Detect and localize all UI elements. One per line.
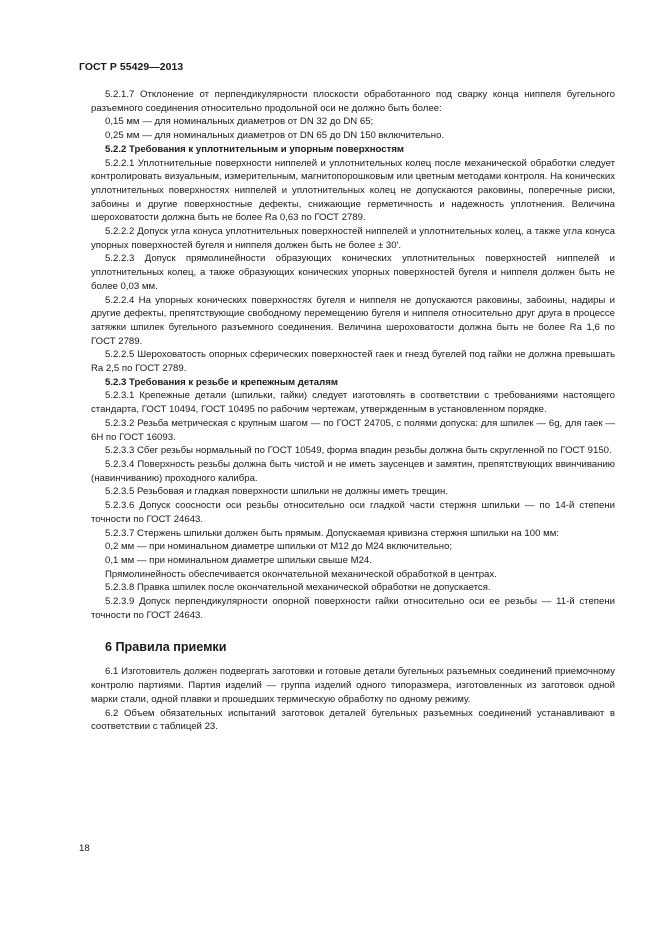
- paragraph-6-1: 6.1 Изготовитель должен подвергать заготовки и готовые детали бугельных разъемных соединений приемочному контролю партиями. Партия изделий — группа изделий одного типоразмера, изготовленных из заготовок одной марки стали, одной плавки и прошедших термическую обработку по одному режиму.: [91, 666, 615, 705]
- list-item-curvature-01: 0,1 мм — при номинальном диаметре шпильки свыше М24.: [105, 554, 372, 566]
- paragraph-5-2-2-3: 5.2.2.3 Допуск прямолинейности образующих конических уплотнительных поверхностей ниппелей и уплотнительных колец, а также образующих конических упорных поверхностей бугеля и ниппеля должен быть не более 0,03 мм.: [91, 253, 615, 292]
- list-item-tolerance-025: 0,25 мм — для номинальных диаметров от DN 65 до DN 150 включительно.: [105, 130, 445, 142]
- paragraph-5-2-3-7: 5.2.3.7 Стержень шпильки должен быть прямым. Допускаемая кривизна стержня шпильки на 100 мм:: [105, 527, 559, 539]
- subsection-heading-5-2-3: 5.2.3 Требования к резьбе и крепежным деталям: [105, 376, 338, 388]
- paragraph-straightness-note: Прямолинейность обеспечивается окончательной механической обработкой в центрах.: [105, 568, 497, 580]
- paragraph-5-2-3-4: 5.2.3.4 Поверхность резьбы должна быть чистой и не иметь заусенцев и замятин, препятствующих ввинчиванию (навинчиванию) проходного калибра.: [91, 458, 615, 484]
- document-header: ГОСТ Р 55429—2013: [79, 62, 184, 73]
- paragraph-5-2-2-1: 5.2.2.1 Уплотнительные поверхности ниппелей и уплотнительных колец после механической обработки следует контролировать визуальным, измерительным, магнитопорошковым или цветным методами контроля. На конических уплотнительных поверхностях ниппелей и уплотнительных колец не допускаются раковины, поперечные риски, забоины и другие поверхностные дефекты, снижающие герметичность и надежность уплотнения. Величина шероховатости должна быть не более Ra 0,63 по ГОСТ 2789.: [91, 157, 615, 224]
- paragraph-5-2-3-3: 5.2.3.3 Сбег резьбы нормальный по ГОСТ 10549, форма впадин резьбы должна быть скругленной по ГОСТ 9150.: [105, 445, 612, 457]
- paragraph-5-2-3-8: 5.2.3.8 Правка шпилек после окончательной механической обработки не допускается.: [105, 582, 491, 594]
- paragraph-5-2-2-2: 5.2.2.2 Допуск угла конуса уплотнительных поверхностей ниппелей и уплотнительных колец, а также угла конуса упорных поверхностей бугеля и ниппеля должен быть не более ± 30′.: [91, 226, 615, 251]
- document-body: [91, 88, 615, 734]
- paragraph-6-2: 6.2 Объем обязательных испытаний заготовок деталей бугельных разъемных соединений устанавливают в соответствии с таблицей 23.: [91, 707, 615, 733]
- paragraph-5-2-2-4: 5.2.2.4 На упорных конических поверхностях бугеля и ниппеля не допускаются раковины, забоины, надиры и другие дефекты, препятствующие свободному перемещению бугеля и ниппеля относительно друг друга в процессе затяжки шпилек бугельного разъемного соединения. Величина шероховатости должна быть не более Ra 1,6 по ГОСТ 2789.: [91, 294, 615, 347]
- section-heading-6: 6 Правила приемки: [105, 640, 227, 655]
- list-item-tolerance-015: 0,15 мм — для номинальных диаметров от DN 32 до DN 65;: [105, 116, 374, 128]
- list-item-curvature-02: 0,2 мм — при номинальном диаметре шпильки от М12 до М24 включительно;: [105, 541, 453, 553]
- paragraph-5-2-3-9: 5.2.3.9 Допуск перпендикулярности опорной поверхности гайки относительно оси ее резьбы — 11-й степени точности по ГОСТ 24643.: [91, 596, 615, 621]
- paragraph-5-2-1-7: 5.2.1.7 Отклонение от перпендикулярности плоскости обработанного под сварку конца ниппеля бугельного разъемного соединения относительно продольной оси не должно быть более:: [91, 89, 615, 114]
- subsection-heading-5-2-2: 5.2.2 Требования к уплотнительным и упорным поверхностям: [105, 143, 405, 155]
- paragraph-5-2-2-5: 5.2.2.5 Шероховатость опорных сферических поверхностей гаек и гнезд бугелей под гайки не должна превышать Ra 2,5 по ГОСТ 2789.: [91, 349, 615, 375]
- paragraph-5-2-3-2: 5.2.3.2 Резьба метрическая с крупным шагом — по ГОСТ 24705, с полями допуска: для шпилек — 6g, для гаек — 6Н по ГОСТ 16093.: [91, 417, 615, 443]
- paragraph-5-2-3-5: 5.2.3.5 Резьбовая и гладкая поверхности шпильки не должны иметь трещин.: [105, 486, 448, 498]
- page-number: 18: [79, 843, 90, 854]
- paragraph-5-2-3-6: 5.2.3.6 Допуск соосности оси резьбы относительно оси гладкой части стержня шпильки — по 14-й степени точности по ГОСТ 24643.: [91, 500, 615, 525]
- paragraph-5-2-3-1: 5.2.3.1 Крепежные детали (шпильки, гайки) следует изготовлять в соответствии с требованиями настоящего стандарта, ГОСТ 10494, ГОСТ 10495 по рабочим чертежам, утвержденным в установленном порядке.: [91, 390, 615, 416]
